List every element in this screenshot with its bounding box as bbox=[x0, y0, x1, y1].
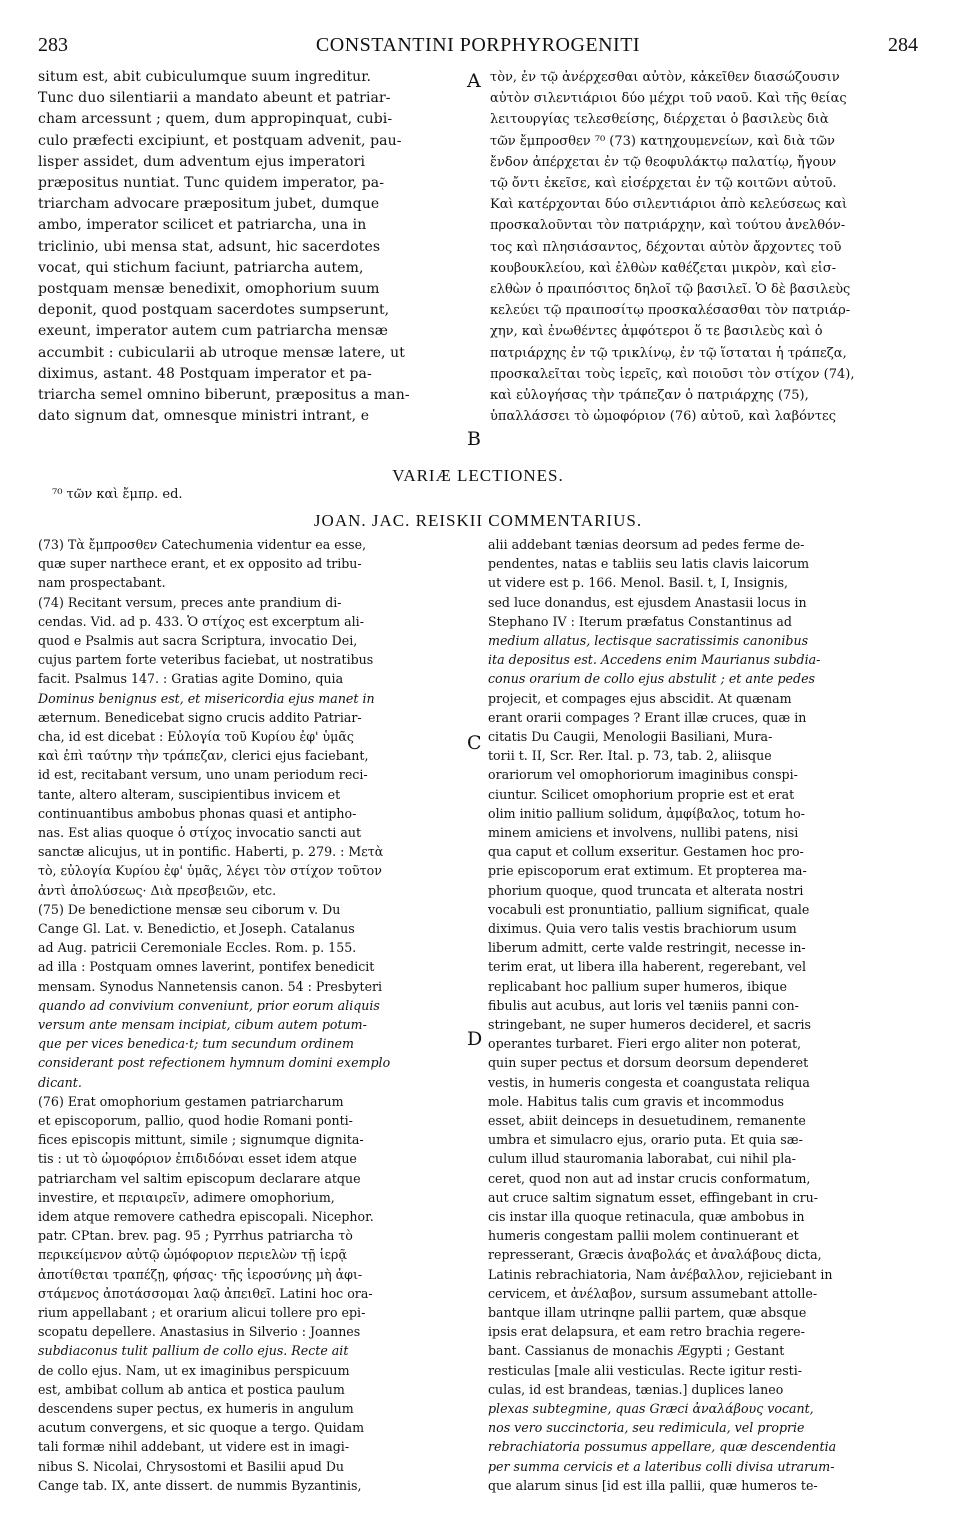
commentary-line: qua caput et collum exseritur. Gestamen hoc pro- bbox=[488, 844, 804, 860]
commentary-line: ita depositus est. Accedens enim Maurianus subdia- bbox=[488, 652, 821, 668]
variae-lectiones-heading: VARIÆ LECTIONES. bbox=[392, 466, 564, 485]
commentary-line: subdiaconus tulit pallium de collo ejus. Recte ait bbox=[38, 1343, 349, 1359]
commentary-line: quin super pectus et dorsum deorsum dependeret bbox=[488, 1055, 809, 1071]
commentary-line: prie episcoporum erat extimum. Et propterea ma- bbox=[488, 863, 807, 879]
commentary-line: de collo ejus. Nam, ut ex imaginibus perspicuum bbox=[38, 1362, 350, 1378]
margin-letter-c: C bbox=[467, 732, 482, 754]
greek-text-line: αὐτὸν σιλεντιάριοι δύο μέχρι τοῦ ναοῦ. Καὶ τῆς θείας bbox=[490, 91, 847, 107]
commentary-line: diximus. Quia vero talis vestis brachiorum usum bbox=[488, 921, 797, 936]
commentary-line: fibulis aut acubus, aut loris vel tæniis panni con- bbox=[488, 997, 799, 1013]
greek-text-line: προσκαλεῖται τοὺς ἱερεῖς, καὶ ποιοῦσι τὸν στίχον (74), bbox=[490, 366, 855, 382]
commentary-line: continuantibus ambobus phonas quasi et antipho- bbox=[38, 805, 357, 821]
latin-text-line: exeunt, imperator autem cum patriarcha mensæ bbox=[38, 323, 388, 340]
greek-text-line: τὸν, ἐν τῷ ἀνέρχεσθαι αὐτὸν, κἀκεῖθεν διασώζουσιν bbox=[490, 70, 840, 85]
latin-text-line: deponit, quod postquam sacerdotes sumpserunt, bbox=[38, 302, 390, 319]
commentary-line: medium allatus, lectisque sacratissimis canonibus bbox=[488, 633, 809, 648]
latin-text-line: lisper assidet, dum adventum ejus imperatori bbox=[38, 153, 366, 170]
greek-text-line: ελθὼν ὁ πραιπόσιτος δηλοῖ τῷ βασιλεῖ. Ὁ δὲ βασιλεὺς bbox=[490, 282, 851, 297]
commentary-line: aut cruce saltim signatum esset, effingebant in cru- bbox=[488, 1189, 818, 1205]
commentary-line: nam prospectabant. bbox=[38, 575, 166, 591]
commentary-line: quod e Psalmis aut sacra Scriptura, invocatio Dei, bbox=[38, 633, 358, 648]
greek-text-line: Καὶ κατέρχονται δύο σιλεντιάριοι ἀπὸ κελεύσεως καὶ bbox=[490, 197, 848, 213]
commentary-line: descendens super pectus, ex humeris in angulum bbox=[38, 1401, 354, 1416]
commentary-line: liberum admitt, certe valde restringit, necesse in- bbox=[488, 940, 806, 956]
commentary-line: tante, altero alteram, suscipientibus invicem et bbox=[38, 786, 341, 802]
commentary-line: olim initio pallium solidum, ἀμφίβαλος, totum ho- bbox=[488, 805, 805, 821]
commentary-line: cujus partem forte veteribus faciebat, ut nostratibus bbox=[38, 652, 374, 668]
commentary-line: plexas subtegmine, quas Græci ἀναλάβους vocant, bbox=[488, 1401, 814, 1416]
greek-text-line: πατριάρχης ἐν τῷ τρικλίνῳ, ἐν τῷ ἵσταται ἡ τράπεζα, bbox=[490, 345, 847, 361]
commentary-line: culum illud stauromania laborabat, cui nihil pla- bbox=[488, 1151, 797, 1167]
commentary-line: considerant post refectionem hymnum domini exemplo bbox=[38, 1055, 391, 1071]
commentary-line: facit. Psalmus 147. : Gratias agite Domino, quia bbox=[38, 671, 344, 687]
commentary-line: rebrachiatoria possumus appellare, quæ descendentia bbox=[488, 1439, 837, 1455]
commentary-line: patr. CPtan. brev. pag. 95 ; Pyrrhus patriarcha τὸ bbox=[38, 1228, 353, 1244]
commentary-line: fices episcopis mittunt, simile ; signumque dignita- bbox=[38, 1132, 364, 1148]
commentary-line: represserant, Græcis ἀναβολάς et ἀναλάβους dicta, bbox=[488, 1247, 822, 1263]
latin-text-line: triarcha semel omnino biberunt, præpositus a man- bbox=[38, 387, 410, 403]
commentary-line: cha, id est dicebat : Εὐλογία τοῦ Κυρίου ἐφ' ὑμᾶς bbox=[38, 729, 354, 744]
commentary-line: que per vices benedica·t; tum secundum ordinem bbox=[38, 1036, 354, 1052]
margin-letter-d: D bbox=[467, 1028, 483, 1050]
commentary-line: ἀποτίθεται τραπέζῃ, φήσας· τῆς ἱεροσύνης μὴ ἀφι- bbox=[38, 1266, 363, 1282]
commentary-line: sed luce donandus, est ejusdem Anastasii locus in bbox=[488, 594, 807, 610]
commentary-line: que alarum sinus [id est illa pallii, quæ humeros te- bbox=[488, 1477, 818, 1493]
latin-text-line: Tunc duo silentiarii a mandato abeunt et patriar- bbox=[38, 90, 391, 107]
commentary-line: umbra et simulacro ejus, orario puta. Et quia sæ- bbox=[488, 1132, 803, 1148]
commentary-line: ipsis erat delapsura, et eam retro brachia regere- bbox=[488, 1324, 805, 1340]
latin-text-line: postquam mensæ benedixit, omophorium suum bbox=[38, 281, 380, 297]
commentary-line: scopatu depellere. Anastasius in Silverio : Joannes bbox=[38, 1324, 361, 1340]
commentary-line: stringebant, ne super humeros deciderel, et sacris bbox=[488, 1017, 811, 1032]
commentary-line: citatis Du Caugii, Menologii Basiliani, Mura- bbox=[488, 729, 773, 744]
commentary-line: bantque illam utrinqne pallii partem, quæ absque bbox=[488, 1305, 807, 1320]
commentary-line: æternum. Benedicebat signo crucis addito Patriar- bbox=[38, 709, 362, 725]
commentary-line: vocabuli est pronuntiatio, pallium significat, quale bbox=[488, 901, 810, 917]
commentary-line: cendas. Vid. ad p. 433. Ὁ στίχος est excerptum ali- bbox=[38, 613, 364, 629]
latin-text-line: triarcham advocare præpositum jubet, dumque bbox=[38, 196, 380, 213]
commentary-line: nibus S. Nicolai, Chrysostomi et Basilii apud Du bbox=[38, 1458, 345, 1474]
latin-text-line: accumbit : cubicularii ab utroque mensæ latere, ut bbox=[38, 344, 405, 361]
commentary-line: investire, et περιαιρεῖν, adimere omophorium, bbox=[38, 1189, 335, 1205]
commentary-line: culas, id est brandeas, tænias.] duplices laneo bbox=[488, 1381, 784, 1397]
running-title: CONSTANTINI PORPHYROGENITI bbox=[315, 34, 641, 56]
commentary-line: sanctæ alicujus, ut in pontific. Haberti, p. 279. : Μετὰ bbox=[38, 844, 384, 860]
commentary-line: et episcoporum, pallio, quod hodie Romani ponti- bbox=[38, 1113, 353, 1128]
greek-text-line: καὶ εὐλογήσας τὴν τράπεζαν ὁ πατριάρχης (75), bbox=[490, 388, 809, 403]
latin-text-line: triclinio, ubi mensa stat, adsunt, hic sacerdotes bbox=[38, 238, 381, 255]
latin-text-line: præpositus nuntiat. Tunc quidem imperator, pa- bbox=[38, 175, 385, 191]
commentary-line: bant. Cassianus de monachis Ægypti ; Gestant bbox=[488, 1343, 785, 1359]
latin-text-line: culo præfecti excipiunt, et postquam advenit, pau- bbox=[38, 132, 402, 149]
latin-text-line: diximus, astant. 48 Postquam imperator et pa- bbox=[38, 365, 372, 382]
page-header bbox=[38, 34, 918, 58]
greek-text-line: τῷ ὄντι ἐκεῖσε, καὶ εἰσέρχεται ἐν τῷ κοιτῶνι αὐτοῦ. bbox=[490, 176, 837, 191]
latin-text-line: dato signum dat, omnesque ministri intrant, e bbox=[38, 408, 370, 425]
commentary-line: acutum convergens, et sic quoque a tergo. Quidam bbox=[38, 1420, 365, 1436]
commentary-line: idem atque removere cathedra episcopali. Nicephor. bbox=[38, 1209, 374, 1224]
commentary-line: orariorum vel omophoriorum imaginibus conspi- bbox=[488, 767, 798, 783]
latin-text-line: cham arcessunt ; quem, dum appropinquat, cubi- bbox=[38, 111, 393, 128]
greek-text-line: τῶν ἔμπροσθεν ⁷⁰ (73) κατηχουμενείων, καὶ διὰ τῶν bbox=[490, 133, 835, 149]
commentary-line: στάμενος ἀποτάσσομαι λαῷ ἀπειθεῖ. Latini hoc ora- bbox=[38, 1285, 373, 1301]
commentary-line: alii addebant tænias deorsum ad pedes ferme de- bbox=[488, 537, 805, 552]
commentary-line: torii t. II, Scr. Rer. Ital. p. 73, tab. 2, aliisque bbox=[488, 748, 772, 764]
greek-text-line: κελεύει τῷ πραιποσίτῳ προσκαλέσασθαι τὸν πατριάρ- bbox=[490, 303, 851, 319]
commentary-line: patriarcham vel saltim episcopum declarare atque bbox=[38, 1170, 361, 1186]
commentary-line: cis instar illa quoque retinacula, quæ ambobus in bbox=[488, 1209, 805, 1224]
commentary-line: vestis, in humeris congesta et coangustata reliqua bbox=[488, 1074, 810, 1090]
commentary-line: cervicem, et ἀνέλαβον, sursum assumebant attolle- bbox=[488, 1285, 818, 1301]
commentary-line: (73) Τὰ ἔμπροσθεν Catechumenia videntur ea esse, bbox=[38, 537, 367, 552]
commentary-line: ciuntur. Scilicet omophorium proprie est et erat bbox=[488, 786, 795, 802]
commentary-line: replicabant hoc pallium super humeros, ibique bbox=[488, 978, 787, 994]
page-number-right: 284 bbox=[888, 34, 918, 56]
commentary-line: Stephano IV : Iterum præfatus Constantinus ad bbox=[488, 613, 792, 629]
commentary-line: tis : ut τὸ ὠμοφόριον ἐπιδιδόναι esset idem atque bbox=[38, 1151, 357, 1167]
commentary-line: ut videre est p. 166. Menol. Basil. t, I, Insignis, bbox=[488, 575, 789, 591]
variant-reading-note: ⁷⁰ τῶν καὶ ἔμπρ. ed. bbox=[52, 487, 183, 502]
commentary-line: projecit, et compages ejus abscidit. At quænam bbox=[488, 690, 792, 706]
latin-text-line: ambo, imperator scilicet et patriarcha, una in bbox=[38, 217, 367, 234]
commentary-line: nos vero succinctoria, seu redimicula, vel proprie bbox=[488, 1420, 805, 1436]
commentary-line: esset, abiit deinceps in desuetudinem, remanente bbox=[488, 1113, 806, 1128]
commentary-line: id est, recitabant versum, uno unam periodum reci- bbox=[38, 767, 368, 783]
greek-text-line: τος καὶ πλησιάσαντος, δέχονται αὐτὸν ἄρχοντες τοῦ bbox=[490, 239, 842, 255]
commentary-line: ἀντὶ ἀπολύσεως· Διὰ πρεσβειῶν, etc. bbox=[38, 882, 277, 898]
commentary-line: rium appellabant ; et orarium alicui tollere pro epi- bbox=[38, 1305, 366, 1320]
commentary-line: erant orarii compages ? Erant illæ cruces, quæ in bbox=[488, 709, 807, 725]
commentary-line: mensam. Synodus Nannetensis canon. 54 : Presbyteri bbox=[38, 978, 383, 994]
commentary-line: (74) Recitant versum, preces ante prandium di- bbox=[38, 594, 342, 610]
commentary-line: Latinis rebrachiatoria, Nam ἀνέβαλλον, rejiciebant in bbox=[488, 1266, 833, 1282]
commentary-line: τὸ, εὐλογία Κυρίου ἐφ' ὑμᾶς, λέγει τὸν στίχον τοῦτον bbox=[38, 863, 382, 879]
commentary-line: mole. Habitus talis cum gravis et incommodus bbox=[488, 1093, 785, 1109]
commentary-line: καὶ ἐπὶ ταύτην τὴν τράπεζαν, clerici ejus faciebant, bbox=[38, 748, 369, 764]
page-number-left: 283 bbox=[38, 34, 68, 56]
commentary-line: est, ambibat collum ab antica et postica paulum bbox=[38, 1381, 345, 1397]
commentary-line: minem amiciens et involvens, nullibi patens, nisi bbox=[488, 825, 799, 840]
greek-text-line: ἔνδον ἀπέρχεται ἐν τῷ θεοφυλάκτῳ παλατίῳ, ἤγουν bbox=[490, 154, 837, 170]
greek-text-line: λειτουργίας τελεσθείσης, διέρχεται ὁ βασιλεὺς διὰ bbox=[490, 112, 829, 128]
greek-text-line: ὑπαλλάσσει τὸ ὠμοφόριον (76) αὐτοῦ, καὶ λαβόντες bbox=[490, 409, 837, 425]
commentary-line: quæ super narthece erant, et ex opposito ad tribu- bbox=[38, 556, 362, 572]
commentary-line: versum ante mensam incipiat, cibum autem potum- bbox=[38, 1017, 367, 1032]
commentary-line: (76) Erat omophorium gestamen patriarcharum bbox=[38, 1093, 344, 1109]
commentary-line: terim erat, ut libera illa haberent, regerebant, vel bbox=[488, 959, 807, 975]
greek-text-line: προσκαλοῦνται τὸν πατριάρχην, καὶ τούτου ἀνελθόν- bbox=[490, 218, 846, 234]
commentary-line: per summa cervicis et a lateribus colli divisa utrarum- bbox=[488, 1458, 835, 1474]
latin-text-line: situm est, abit cubiculumque suum ingreditur. bbox=[38, 69, 372, 85]
commentary-line: ad Aug. patricii Ceremoniale Eccles. Rom. p. 155. bbox=[38, 940, 357, 956]
commentary-line: phorium quoque, quod truncata et alterata nostri bbox=[488, 882, 804, 898]
commentary-line: resticulas [male alii vesticulas. Recte igitur resti- bbox=[488, 1362, 803, 1378]
margin-letter-b: B bbox=[467, 428, 481, 450]
commentary-line: περικείμενον αὐτῷ ὠμόφοριον περιελὼν τῇ ἱερᾷ bbox=[38, 1247, 347, 1263]
commentary-heading: JOAN. JAC. REISKII COMMENTARIUS. bbox=[313, 511, 643, 530]
commentary-line: Cange Gl. Lat. v. Benedictio, et Joseph. Catalanus bbox=[38, 921, 355, 936]
commentary-line: Cange tab. IX, ante dissert. de nummis Byzantinis, bbox=[38, 1477, 362, 1493]
commentary-line: ad illa : Postquam omnes laverint, pontifex benedicit bbox=[38, 959, 375, 975]
commentary-line: pendentes, natas e tabliis seu latis clavis laicorum bbox=[488, 556, 810, 572]
commentary-line: (75) De benedictione mensæ seu ciborum v. Du bbox=[38, 901, 341, 917]
commentary-line: nas. Est alias quoque ὁ στίχος invocatio sancti aut bbox=[38, 825, 362, 840]
commentary-line: dicant. bbox=[38, 1074, 82, 1090]
greek-text-line: χην, καὶ ἐνωθέντες ἀμφότεροι ὅ τε βασιλεὺς καὶ ὁ bbox=[490, 324, 823, 340]
commentary-line: humeris congestam pallii molem continuerant et bbox=[488, 1228, 799, 1244]
greek-text-line: κουβουκλείου, καὶ ἐλθὼν καθέζεται μικρὸν, καὶ εἰσ- bbox=[490, 260, 837, 276]
latin-text-line: vocat, qui stichum faciunt, patriarcha autem, bbox=[38, 259, 364, 276]
commentary-line: tali formæ nihil addebant, ut videre est in imagi- bbox=[38, 1439, 350, 1455]
commentary-line: operantes turbaret. Fieri ergo aliter non poterat, bbox=[488, 1036, 802, 1052]
commentary-line: conus orarium de collo ejus abstulit ; et ante pedes bbox=[488, 671, 815, 687]
commentary-line: quando ad convivium conveniunt, prior eorum aliquis bbox=[38, 997, 380, 1013]
commentary-line: ceret, quod non aut ad instar crucis conformatum, bbox=[488, 1170, 811, 1186]
commentary-line: Dominus benignus est, et misericordia ejus manet in bbox=[38, 690, 375, 706]
margin-letter-a: A bbox=[467, 70, 481, 92]
